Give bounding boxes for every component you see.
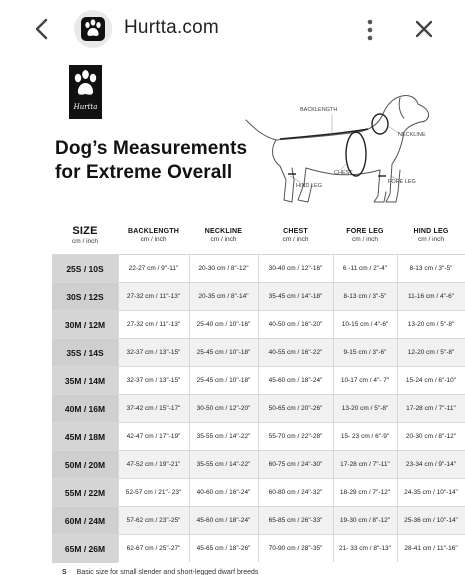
cell-fore-leg: 15- 23 cm / 6"-9" <box>340 433 390 440</box>
table-row <box>52 310 465 338</box>
cell-size: 25S / 10S <box>52 255 118 283</box>
cell-size: 65M / 26M <box>52 535 118 563</box>
cell-chest: 70-90 cm / 28"-35" <box>268 545 323 552</box>
column-divider <box>258 423 259 450</box>
column-divider <box>397 255 398 282</box>
column-divider <box>333 479 334 506</box>
table-row <box>52 506 465 534</box>
document-view[interactable] <box>0 58 465 575</box>
column-divider <box>258 311 259 338</box>
column-divider <box>333 423 334 450</box>
column-divider <box>189 479 190 506</box>
table-row <box>52 366 465 394</box>
header-hind-leg-label: HIND LEG <box>413 228 449 235</box>
column-divider <box>258 395 259 422</box>
cell-chest: 40-50 cm / 16"-20" <box>268 321 323 328</box>
more-options-button[interactable] <box>360 16 380 44</box>
header-neckline-unit: cm / inch <box>210 236 237 243</box>
cell-hind-leg: 12-20 cm / 5"-8" <box>407 349 455 356</box>
cell-size: 30M / 12M <box>52 311 118 339</box>
cell-size: 45M / 18M <box>52 423 118 451</box>
column-divider <box>189 451 190 478</box>
dog-measurement-diagram <box>240 84 465 214</box>
cell-neckline: 45-60 cm / 18"-24" <box>196 517 251 524</box>
column-divider <box>397 339 398 366</box>
header-backlength <box>118 228 189 243</box>
header-chest-label: CHEST <box>283 228 308 235</box>
cell-backlength: 47-52 cm / 19"-21" <box>126 461 181 468</box>
column-divider <box>258 283 259 310</box>
column-divider <box>333 535 334 562</box>
table-row <box>52 394 465 422</box>
label-fore-leg: FORE LEG <box>388 179 416 185</box>
column-divider <box>333 339 334 366</box>
cell-neckline: 35-55 cm / 14"-22" <box>196 461 251 468</box>
column-divider <box>118 395 119 422</box>
cell-backlength: 32-37 cm / 13"-15" <box>126 349 181 356</box>
cell-hind-leg: 15-24 cm / 6"-10" <box>405 377 457 384</box>
cell-backlength: 32-37 cm / 13"-15" <box>126 377 181 384</box>
column-divider <box>397 395 398 422</box>
chevron-left-icon <box>30 15 54 43</box>
cell-backlength: 22-27 cm / 9"-11" <box>128 265 179 272</box>
logo-wordmark: Hurtta <box>73 103 98 111</box>
cell-neckline: 30-50 cm / 12"-20" <box>196 405 251 412</box>
cell-backlength: 42-47 cm / 17"-19" <box>126 433 181 440</box>
column-divider <box>118 283 119 310</box>
column-divider <box>189 395 190 422</box>
cell-fore-leg: 6 -11 cm / 2"-4" <box>342 265 388 272</box>
column-divider <box>333 395 334 422</box>
cell-neckline: 35-55 cm / 14"-22" <box>196 433 251 440</box>
cell-chest: 60-75 cm / 24"-30" <box>268 461 323 468</box>
site-title: Hurtta.com <box>124 17 219 38</box>
cell-fore-leg: 18-29 cm / 7"-12" <box>339 489 391 496</box>
page-title: Dog’s Measurements for Extreme Overall <box>55 138 248 183</box>
header-fore-leg-label: FORE LEG <box>346 228 384 235</box>
column-divider <box>397 507 398 534</box>
cell-fore-leg: 9-15 cm / 3"-6" <box>343 349 387 356</box>
paw-logo-icon <box>69 65 102 105</box>
header-hind-leg <box>397 228 465 243</box>
table-body <box>52 254 465 562</box>
paw-icon <box>81 17 105 41</box>
table-row <box>52 478 465 506</box>
column-divider <box>258 367 259 394</box>
column-divider <box>189 507 190 534</box>
cell-neckline: 20-35 cm / 8"-14" <box>198 293 249 300</box>
column-divider <box>333 507 334 534</box>
cell-hind-leg: 23-34 cm / 9"-14" <box>405 461 457 468</box>
header-fore-leg-unit: cm / inch <box>351 236 378 243</box>
label-chest: CHEST <box>334 170 353 176</box>
table-row <box>52 450 465 478</box>
column-divider <box>258 255 259 282</box>
header-size-label: SIZE <box>72 225 98 237</box>
cell-neckline: 40-60 cm / 16"-24" <box>196 489 251 496</box>
header-chest <box>258 228 333 243</box>
header-size <box>52 225 118 245</box>
label-backlength: BACKLENGTH <box>300 107 338 113</box>
header-hind-leg-unit: cm / inch <box>417 236 444 243</box>
cell-fore-leg: 13-20 cm / 5"-8" <box>341 405 389 412</box>
close-icon <box>412 17 436 41</box>
column-divider <box>189 311 190 338</box>
column-divider <box>189 339 190 366</box>
table-row <box>52 338 465 366</box>
column-divider <box>189 255 190 282</box>
cell-fore-leg: 8-13 cm / 3"-5" <box>343 293 387 300</box>
column-divider <box>118 367 119 394</box>
cell-chest: 35-45 cm / 14"-18" <box>268 293 323 300</box>
cell-chest: 60-80 cm / 24"-32" <box>268 489 323 496</box>
column-divider <box>333 451 334 478</box>
site-favicon <box>74 10 112 48</box>
column-divider <box>333 255 334 282</box>
cell-backlength: 27-32 cm / 11"-13" <box>126 321 181 328</box>
cell-backlength: 52-57 cm / 21"- 23" <box>125 489 182 496</box>
column-divider <box>333 283 334 310</box>
cell-fore-leg: 17-28 cm / 7"-11" <box>340 461 390 468</box>
cell-size: 35M / 14M <box>52 367 118 395</box>
column-divider <box>118 451 119 478</box>
cell-backlength: 27-32 cm / 11"-13" <box>126 293 181 300</box>
column-divider <box>397 367 398 394</box>
cell-backlength: 57-62 cm / 23"-25" <box>126 517 181 524</box>
cell-chest: 40-55 cm / 16"-22" <box>268 349 323 356</box>
column-divider <box>189 283 190 310</box>
column-divider <box>333 367 334 394</box>
cell-fore-leg: 21- 33 cm / 8"-13" <box>339 545 391 552</box>
column-divider <box>118 423 119 450</box>
column-divider <box>397 283 398 310</box>
cell-hind-leg: 28-41 cm / 11"-16" <box>404 545 458 552</box>
cell-fore-leg: 10-17 cm / 4"- 7" <box>340 377 390 384</box>
cell-hind-leg: 11-16 cm / 4"-6" <box>407 293 455 300</box>
more-vertical-icon <box>360 16 380 44</box>
cell-backlength: 37-42 cm / 15"-17" <box>126 405 181 412</box>
header-neckline-label: NECKLINE <box>204 228 243 235</box>
column-divider <box>189 423 190 450</box>
column-divider <box>118 535 119 562</box>
size-table <box>52 224 465 562</box>
cell-size: 55M / 22M <box>52 479 118 507</box>
cell-backlength: 62-67 cm / 25"-27" <box>126 545 181 552</box>
header-neckline <box>189 228 258 243</box>
cell-fore-leg: 10-15 cm / 4"-6" <box>341 321 389 328</box>
table-row <box>52 282 465 310</box>
cell-neckline: 20-30 cm / 8"-12" <box>198 265 249 272</box>
column-divider <box>258 507 259 534</box>
cell-chest: 50-65 cm / 20"-26" <box>268 405 323 412</box>
cell-size: 30S / 12S <box>52 283 118 311</box>
column-divider <box>397 451 398 478</box>
label-neckline: NECKLINE <box>398 132 426 138</box>
table-row <box>52 254 465 282</box>
close-button[interactable] <box>412 17 436 41</box>
cell-hind-leg: 8-13 cm / 3"-5" <box>409 265 453 272</box>
cell-chest: 45-60 cm / 18"-24" <box>268 377 323 384</box>
column-divider <box>258 535 259 562</box>
header-backlength-unit: cm / inch <box>140 236 167 243</box>
back-button[interactable] <box>30 15 54 43</box>
column-divider <box>118 311 119 338</box>
footnote-text: Basic size for small slender and short-legged dwarf breeds <box>76 569 259 575</box>
cell-hind-leg: 24-35 cm / 10"-14" <box>404 489 458 496</box>
table-row <box>52 534 465 562</box>
cell-hind-leg: 13-20 cm / 5"-8" <box>407 321 455 328</box>
footnote <box>62 569 258 575</box>
cell-neckline: 45-65 cm / 18"-26" <box>196 545 251 552</box>
cell-size: 60M / 24M <box>52 507 118 535</box>
cell-neckline: 25-40 cm / 10"-16" <box>196 321 251 328</box>
cell-chest: 65-85 cm / 26"-33" <box>268 517 323 524</box>
header-fore-leg <box>333 228 397 243</box>
column-divider <box>397 311 398 338</box>
label-hind-leg: HIND LEG <box>296 183 322 189</box>
cell-size: 40M / 16M <box>52 395 118 423</box>
column-divider <box>189 367 190 394</box>
header-size-unit: cm / inch <box>71 238 98 245</box>
footnote-mark: S <box>62 569 67 575</box>
cell-size: 35S / 14S <box>52 339 118 367</box>
browser-top-bar <box>0 0 465 58</box>
column-divider <box>189 535 190 562</box>
cell-chest: 55-70 cm / 22"-28" <box>268 433 323 440</box>
cell-hind-leg: 20-30 cm / 8"-12" <box>405 433 457 440</box>
cell-chest: 30-40 cm / 12"-16" <box>268 265 323 272</box>
column-divider <box>333 311 334 338</box>
header-backlength-label: BACKLENGTH <box>128 228 179 235</box>
column-divider <box>258 479 259 506</box>
hurtta-logo <box>69 65 102 119</box>
table-header-row <box>52 224 465 254</box>
column-divider <box>258 451 259 478</box>
cell-neckline: 25-45 cm / 10"-18" <box>196 377 251 384</box>
cell-hind-leg: 25-36 cm / 10"-14" <box>404 517 458 524</box>
cell-fore-leg: 19-30 cm / 8"-12" <box>339 517 391 524</box>
column-divider <box>258 339 259 366</box>
column-divider <box>397 535 398 562</box>
cell-size: 50M / 20M <box>52 451 118 479</box>
column-divider <box>118 507 119 534</box>
column-divider <box>118 339 119 366</box>
table-row <box>52 422 465 450</box>
column-divider <box>118 479 119 506</box>
cell-neckline: 25-45 cm / 10"-18" <box>196 349 251 356</box>
column-divider <box>397 423 398 450</box>
column-divider <box>397 479 398 506</box>
header-chest-unit: cm / inch <box>282 236 309 243</box>
cell-hind-leg: 17-28 cm / 7"-11" <box>406 405 456 412</box>
column-divider <box>118 255 119 282</box>
